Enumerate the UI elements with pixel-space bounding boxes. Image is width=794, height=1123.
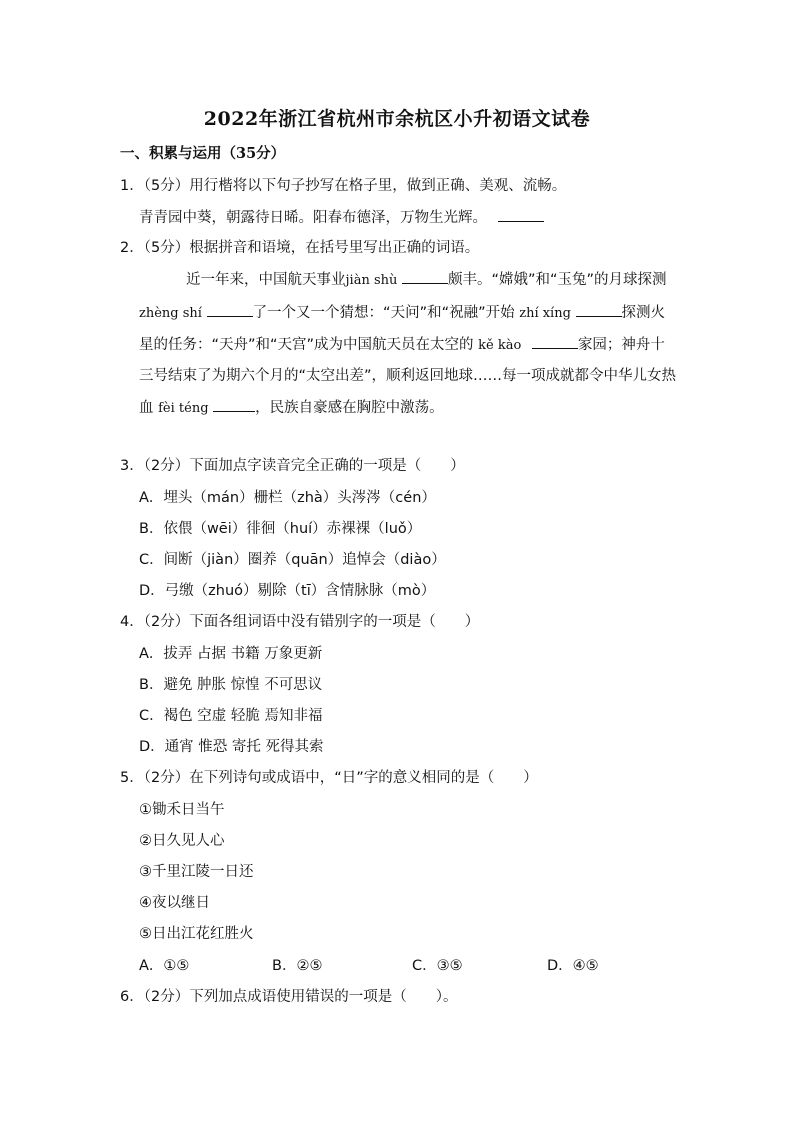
question-2-passage-line-4: 三号结束了为期六个月的“太空出差”，顺利返回地球……每一项成就都令中华儿女热 <box>139 368 677 384</box>
answer-blank[interactable] <box>498 207 544 222</box>
sentence-text: 青青园中葵，朝露待日晞。阳春布德泽，万物生光辉。 <box>139 210 487 226</box>
question-2-passage-line-5 <box>139 397 444 419</box>
question-4-option-d[interactable]: D．通宵 惟恐 寄托 死得其索 <box>139 739 324 755</box>
passage-text: 近一年来，中国航天事业 <box>186 272 346 288</box>
question-6-stem: 6．（2分）下列加点成语使用错误的一项是（ ）。 <box>120 989 458 1005</box>
answer-blank[interactable] <box>402 269 448 284</box>
passage-text: 家园；神舟十 <box>577 337 665 353</box>
question-4-option-a[interactable]: A．拔弄 占据 书籍 万象更新 <box>139 646 323 662</box>
answer-blank[interactable] <box>213 397 255 412</box>
question-3-option-c[interactable]: C．间断（jiàn）圈养（quān）追悼会（diào） <box>139 552 446 568</box>
question-5-choice-d[interactable]: D．④⑤ <box>547 958 599 974</box>
question-5-item-1: ①锄禾日当午 <box>139 802 225 818</box>
pinyin-4: kě kào <box>478 338 522 353</box>
question-4-option-c[interactable]: C．褐色 空虚 轻脆 焉知非福 <box>139 708 323 724</box>
question-2-passage-line-3 <box>139 334 665 356</box>
question-2-passage-line-1 <box>186 269 667 291</box>
passage-text: 探测火 <box>621 305 666 321</box>
section-heading: 一、积累与运用（35分） <box>120 145 286 162</box>
page-title: 2022年浙江省杭州市余杭区小升初语文试卷 <box>203 108 591 130</box>
question-1-sentence <box>139 207 544 228</box>
question-5-item-3: ③千里江陵一日还 <box>139 864 254 880</box>
pinyin-5: fèi téng <box>158 401 209 416</box>
question-3-option-d[interactable]: D．弓缴（zhuó）剔除（tī）含情脉脉（mò） <box>139 583 436 599</box>
answer-blank[interactable] <box>207 302 253 317</box>
question-5-item-2: ②日久见人心 <box>139 833 225 849</box>
question-4-option-b[interactable]: B．避免 肿胀 惊惶 不可思议 <box>139 677 323 693</box>
question-5-stem: 5．（2分）在下列诗句或成语中，“日”字的意义相同的是（ ） <box>120 770 538 786</box>
passage-text: 星的任务：“天舟”和“天宫”成为中国航天员在太空的 <box>139 337 474 353</box>
question-5-choice-b[interactable]: B．②⑤ <box>272 958 323 974</box>
passage-text: 颇丰。“嫦娥”和“玉兔”的月球探测 <box>447 272 667 288</box>
answer-blank[interactable] <box>532 334 578 349</box>
answer-blank[interactable] <box>576 302 622 317</box>
passage-text: 血 <box>139 400 154 416</box>
pinyin-3: zhí xíng <box>519 306 571 321</box>
question-5-item-5: ⑤日出江花红胜火 <box>139 926 254 942</box>
passage-text: ，民族自豪感在胸腔中激荡。 <box>255 400 444 416</box>
question-3-option-a[interactable]: A．埋头（mán）栅栏（zhà）头涔涔（cén） <box>139 490 436 506</box>
question-2-stem: 2．（5分）根据拼音和语境，在括号里写出正确的词语。 <box>120 240 480 256</box>
question-5-choice-c[interactable]: C．③⑤ <box>412 958 463 974</box>
question-4-stem: 4．（2分）下面各组词语中没有错别字的一项是（ ） <box>120 614 480 630</box>
question-5-choice-a[interactable]: A．①⑤ <box>139 958 190 974</box>
question-5-item-4: ④夜以继日 <box>139 895 210 911</box>
passage-text: 了一个又一个猜想：“天问”和“祝融”开始 <box>252 305 515 321</box>
question-3-option-b[interactable]: B．依偎（wēi）徘徊（huí）赤裸裸（luǒ） <box>139 521 422 537</box>
question-2-passage-line-2 <box>139 302 665 324</box>
pinyin-1: jiàn shù <box>345 273 398 288</box>
pinyin-2: zhèng shí <box>139 306 202 321</box>
question-1-stem: 1．（5分）用行楷将以下句子抄写在格子里，做到正确、美观、流畅。 <box>120 178 567 194</box>
question-3-stem: 3．（2分）下面加点字读音完全正确的一项是（ ） <box>120 458 465 474</box>
